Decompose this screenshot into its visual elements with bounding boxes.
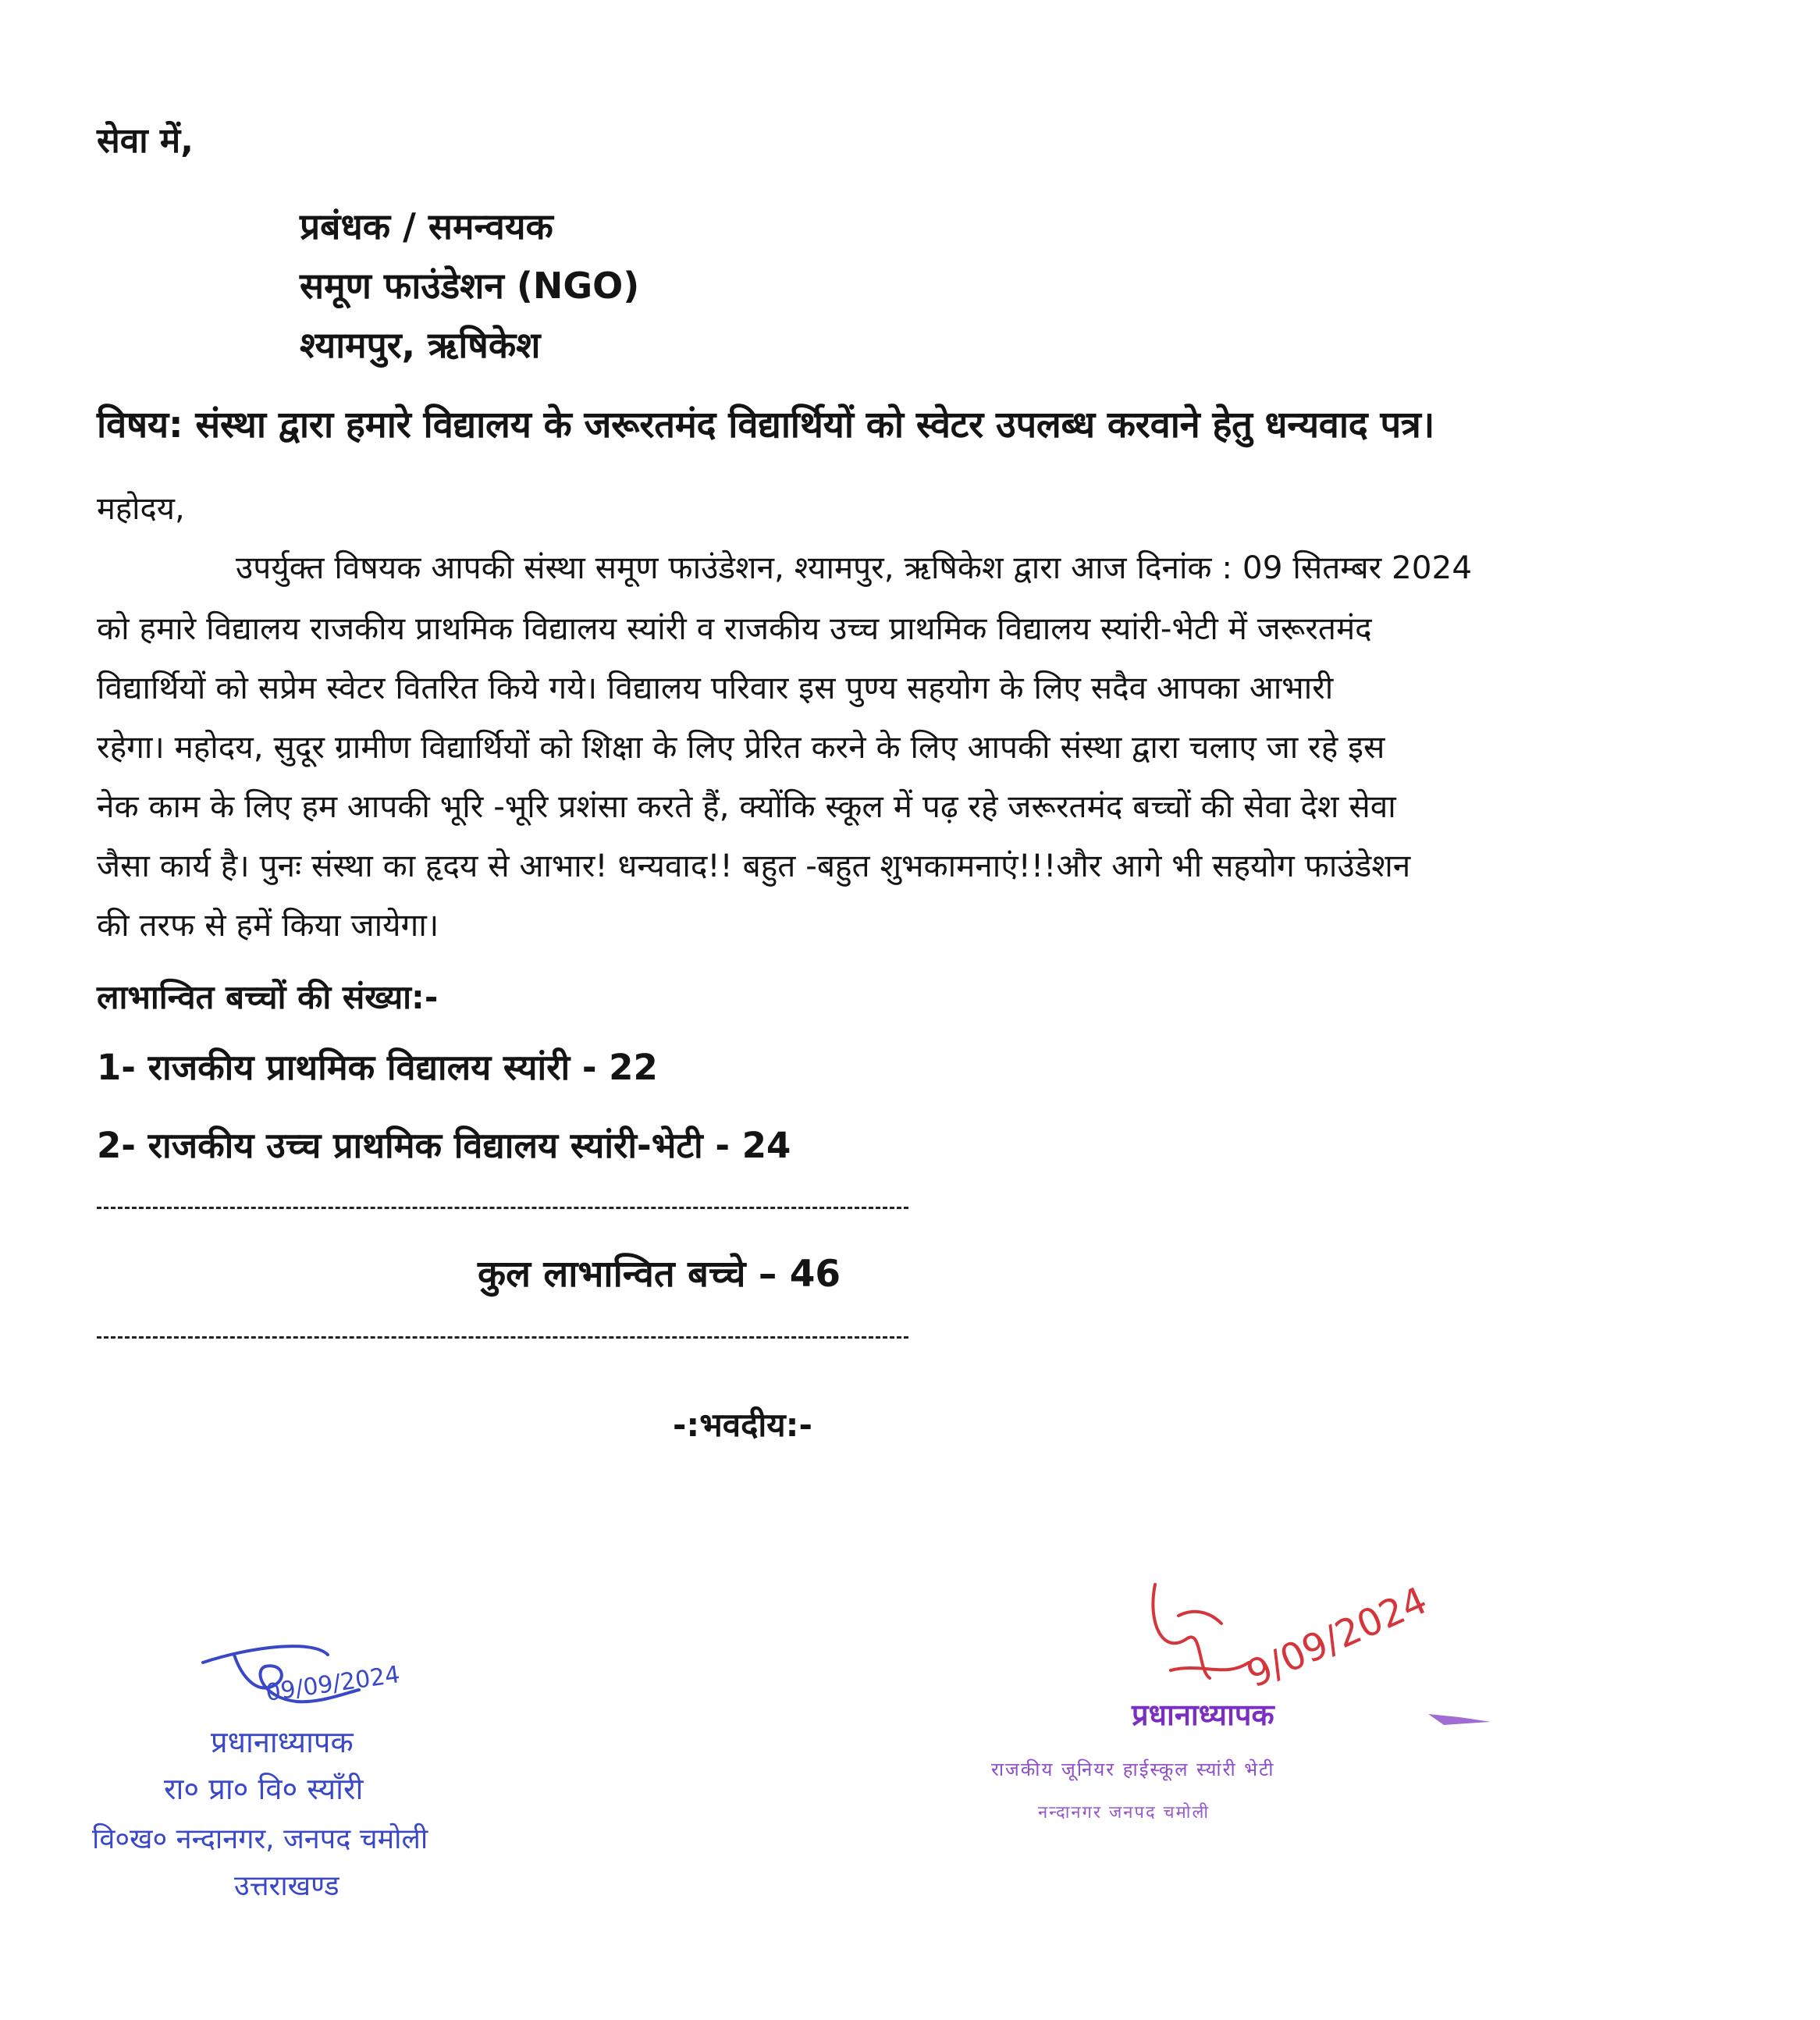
stamp-left-title: प्रधानाध्यापक: [211, 1725, 354, 1759]
stamp-left-block: वि०ख० नन्दानगर, जनपद चमोली: [92, 1823, 428, 1855]
closing: -:भवदीय:-: [673, 1406, 812, 1444]
headmaster-stamp-right: [976, 1569, 1537, 1850]
greeting: महोदय,: [97, 491, 185, 527]
body-line: की तरफ से हमें किया जायेगा।: [97, 906, 439, 944]
beneficiary-heading: लाभान्वित बच्चों की संख्या:-: [97, 978, 439, 1016]
beneficiary-item: 1- राजकीय प्राथमिक विद्यालय स्यांरी - 22: [97, 1047, 658, 1088]
body-line: जैसा कार्य है। पुनः संस्था का हृदय से आभार! धन्यवाद!! बहुत -बहुत शुभकामनाएं!!!और आगे भी सहयोग फाउंडेशन: [97, 847, 1411, 884]
salutation-to: सेवा में,: [97, 121, 194, 161]
beneficiary-item: 2- राजकीय उच्च प्राथमिक विद्यालय स्यांरी-भेटी - 24: [97, 1125, 791, 1166]
stamp-right-date: 9/09/2024: [1240, 1578, 1434, 1697]
subject-line: विषय: संस्था द्वारा हमारे विद्यालय के जरूरतमंद विद्यार्थियों को स्वेटर उपलब्ध करवाने हेतु धन्यवाद पत्र।: [97, 404, 1435, 446]
headmaster-stamp-left: [86, 1631, 570, 1944]
stamp-left-date: 09/09/2024: [264, 1661, 402, 1707]
body-line: विद्यार्थियों को सप्रेम स्वेटर वितरित किये गये। विद्यालय परिवार इस पुण्य सहयोग के लिए सदैव आपका आभारी: [97, 669, 1334, 706]
address-line-designation: प्रबंधक / समन्वयक: [300, 205, 553, 247]
address-line-place: श्यामपुर, ऋषिकेश: [300, 324, 541, 366]
body-line: रहेगा। महोदय, सुदूर ग्रामीण विद्यार्थियों को शिक्षा के लिए प्रेरित करने के लिए आपकी संस्था द्वारा चलाए जा रहे इस: [97, 728, 1385, 766]
total-beneficiaries: कुल लाभान्वित बच्चे – 46: [478, 1253, 841, 1296]
stamp-left-state: उत्तराखण्ड: [234, 1870, 339, 1902]
body-line: को हमारे विद्यालय राजकीय प्राथमिक विद्यालय स्यांरी व राजकीय उच्च प्राथमिक विद्यालय स्यांरी-भेटी में जरूरतमंद: [97, 610, 1372, 647]
body-line: उपर्युक्त विषयक आपकी संस्था समूण फाउंडेशन, श्यामपुर, ऋषिकेश द्वारा आज दिनांक : 09 सितम्बर 2024: [236, 549, 1473, 586]
stamp-right-district: नन्दानगर जनपद चमोली: [1038, 1803, 1210, 1823]
dashed-divider: [97, 1336, 908, 1339]
stamp-left-school: रा० प्रा० वि० स्याँरी: [164, 1772, 364, 1806]
dashed-divider: [97, 1207, 908, 1209]
address-line-organization: समूण फाउंडेशन (NGO): [300, 265, 640, 307]
stamp-right-school: राजकीय जूनियर हाईस्कूल स्यांरी भेटी: [991, 1759, 1275, 1780]
stamp-right-title: प्रधानाध्यापक: [1132, 1698, 1274, 1732]
body-line: नेक काम के लिए हम आपकी भूरि -भूरि प्रशंसा करते हैं, क्योंकि स्कूल में पढ़ रहे जरूरतमंद बच्चों की सेवा देश सेवा: [97, 788, 1396, 825]
